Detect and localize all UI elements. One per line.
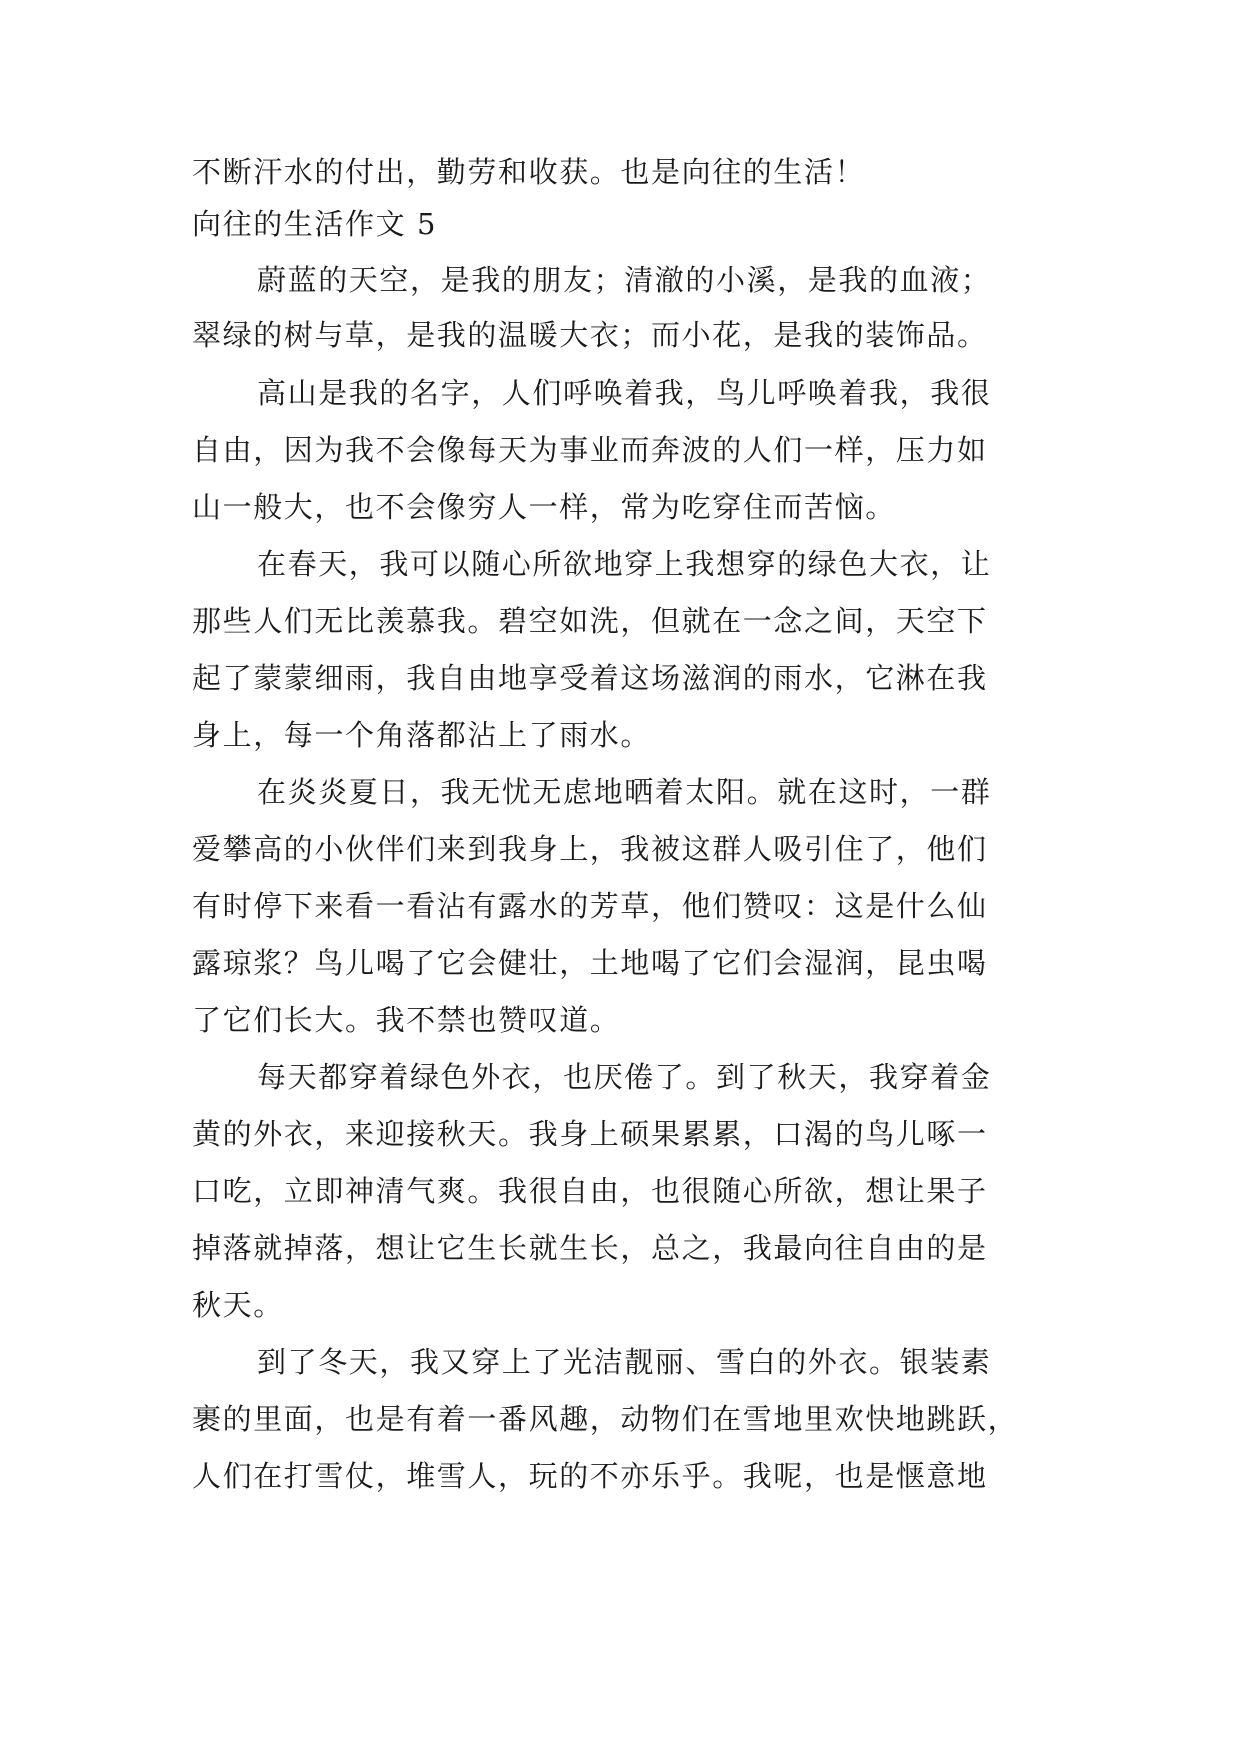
text-line: 在春天，我可以随心所欲地穿上我想穿的绿色大衣，让: [257, 547, 992, 581]
text-line: 爱攀高的小伙伴们来到我身上，我被这群人吸引住了，他们: [192, 832, 988, 866]
section-heading: 向往的生活作文 5: [192, 207, 438, 241]
text-line: 黄的外衣，来迎接秋天。我身上硕果累累，口渴的鸟儿啄一: [192, 1117, 988, 1151]
text-line: 了它们长大。我不禁也赞叹道。: [192, 1003, 621, 1037]
text-line: 高山是我的名字，人们呼唤着我，鸟儿呼唤着我，我很: [257, 376, 992, 410]
text-line: 裹的里面，也是有着一番风趣，动物们在雪地里欢快地跳跃，: [192, 1402, 1019, 1436]
text-line: 自由，因为我不会像每天为事业而奔波的人们一样，压力如: [192, 433, 988, 467]
text-line: 不断汗水的付出，勤劳和收获。也是向往的生活！: [192, 155, 866, 189]
text-line: 那些人们无比羡慕我。碧空如洗，但就在一念之间，天空下: [192, 604, 988, 638]
text-line: 口吃，立即神清气爽。我很自由，也很随心所欲，想让果子: [192, 1174, 988, 1208]
text-line: 在炎炎夏日，我无忧无虑地晒着太阳。就在这时，一群: [257, 775, 992, 809]
text-line: 掉落就掉落，想让它生长就生长，总之，我最向往自由的是: [192, 1231, 988, 1265]
text-line: 翠绿的树与草，是我的温暖大衣；而小花，是我的装饰品。: [192, 318, 988, 352]
text-line: 山一般大，也不会像穷人一样，常为吃穿住而苦恼。: [192, 490, 896, 524]
text-line: 起了蒙蒙细雨，我自由地享受着这场滋润的雨水，它淋在我: [192, 661, 988, 695]
text-line: 露琼浆？鸟儿喝了它会健壮，土地喝了它们会湿润，昆虫喝: [192, 946, 988, 980]
text-line: 有时停下来看一看沾有露水的芳草，他们赞叹：这是什么仙: [192, 889, 988, 923]
text-line: 每天都穿着绿色外衣，也厌倦了。到了秋天，我穿着金: [257, 1060, 992, 1094]
text-line: 到了冬天，我又穿上了光洁靓丽、雪白的外衣。银装素: [257, 1345, 992, 1379]
text-line: 蔚蓝的天空，是我的朋友；清澈的小溪，是我的血液；: [257, 263, 992, 297]
text-line: 身上，每一个角落都沾上了雨水。: [192, 718, 652, 752]
text-line: 人们在打雪仗，堆雪人，玩的不亦乐乎。我呢，也是惬意地: [192, 1459, 988, 1493]
text-line: 秋天。: [192, 1288, 284, 1322]
